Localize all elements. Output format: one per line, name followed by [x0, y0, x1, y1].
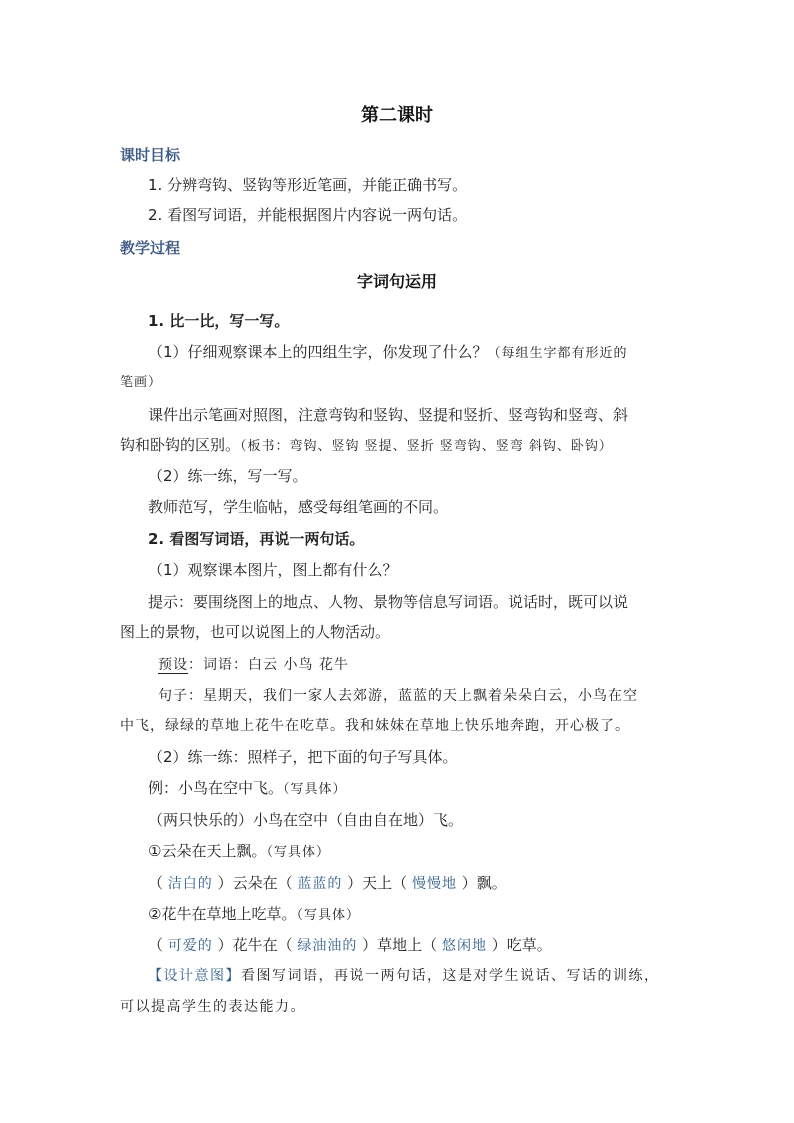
bracket-text: （: [148, 936, 164, 954]
design-intent-tag: 【设计意图】: [148, 968, 241, 984]
preset-sentence: 句子：星期天，我们一家人去郊游，蓝蓝的天上飘着朵朵白云，小鸟在空: [158, 688, 638, 704]
answer-word: 可爱的: [167, 938, 213, 954]
example-answer: （两只快乐的）小鸟在空中（自由自在地）飞。: [148, 811, 464, 829]
objectives-heading: 课时目标: [120, 146, 181, 164]
bracket-text: ）吃草。: [491, 936, 552, 954]
answer-word: 悠闲地: [441, 938, 487, 954]
preset-label: 预设: [158, 657, 188, 673]
hint-text-continued: 图上的景物，也可以说图上的人物活动。: [120, 623, 391, 641]
exercise1-sentence: [148, 841, 330, 863]
answer-word: 蓝蓝的: [297, 876, 343, 892]
design-intent-text: 看图写词语，再说一两句话，这是对学生说话、写话的训练，: [241, 968, 660, 984]
design-intent-continued: 可以提高学生的表达能力。: [120, 999, 306, 1015]
exercise2-answer: [148, 935, 552, 956]
process-heading: 教学过程: [120, 239, 181, 257]
exercise1-text: ①云朵在天上飘。: [148, 842, 267, 860]
bracket-text: ）飘。: [461, 874, 507, 892]
example-sentence: [148, 778, 347, 800]
question-note: （每组生字都有形近的: [487, 346, 628, 361]
task2-question2: （2）练一练：照样子，把下面的句子写具体。: [148, 748, 458, 766]
exercise2-sentence: [148, 904, 360, 926]
preset-sentence-continued: 中飞，绿绿的草地上花牛在吃草。我和妹妹在草地上快乐地奔跑，开心极了。: [120, 718, 630, 734]
courseware-text: 课件出示笔画对照图，注意弯钩和竖钩、竖提和竖折、竖弯钩和竖弯、斜: [148, 406, 629, 424]
bracket-text: ）云朵在（: [217, 874, 293, 892]
preset-words: [158, 655, 349, 675]
write-note: （写具体）: [283, 782, 347, 797]
page-title: 第二课时: [361, 105, 433, 126]
example-text: 例：小鸟在空中飞。: [148, 779, 284, 797]
teacher-demo-text: 教师范写，学生临帖，感受每组笔画的不同。: [148, 498, 449, 516]
courseware-text-end: 钩和卧钩的区别。: [120, 436, 241, 454]
write-note: （写具体）: [296, 908, 360, 923]
bracket-text: ）花牛在（: [217, 936, 293, 954]
section-subtitle: 字词句运用: [356, 272, 437, 291]
hint-text: 提示：要围绕图上的地点、人物、景物等信息写词语。说话时，既可以说: [148, 593, 629, 611]
preset-words-text: ：词语：白云 小鸟 花牛: [188, 657, 349, 673]
exercise1-answer: [148, 873, 507, 894]
question-note-continued: 笔画）: [120, 375, 163, 390]
bracket-text: ）草地上（: [362, 936, 438, 954]
objective-item: 2. 看图写词语，并能根据图片内容说一两句话。: [148, 206, 468, 224]
design-intent: [148, 966, 660, 986]
task1-question2: （2）练一练，写一写。: [148, 467, 308, 485]
question-text: （1）仔细观察课本上的四组生字，你发现了什么？: [148, 343, 488, 361]
write-note: （写具体）: [266, 845, 330, 860]
courseware-text-continued: [120, 435, 613, 457]
task2-label: 2. 看图写词语，再说一两句话。: [148, 530, 365, 548]
objective-item: 1. 分辨弯钩、竖钩等形近笔画，并能正确书写。: [148, 176, 468, 194]
blackboard-note: （板书：弯钩、竖钩 竖提、竖折 竖弯钩、竖弯 斜钩、卧钩）: [240, 439, 613, 454]
answer-word: 洁白的: [167, 876, 213, 892]
bracket-text: ）天上（: [347, 874, 408, 892]
task1-question1: [148, 342, 628, 364]
task2-question1: （1）观察课本图片，图上都有什么？: [148, 561, 398, 579]
answer-word: 绿油油的: [297, 938, 358, 954]
answer-word: 慢慢地: [411, 876, 457, 892]
task1-label: 1. 比一比，写一写。: [148, 312, 290, 330]
bracket-text: （: [148, 874, 164, 892]
exercise2-text: ②花牛在草地上吃草。: [148, 905, 297, 923]
